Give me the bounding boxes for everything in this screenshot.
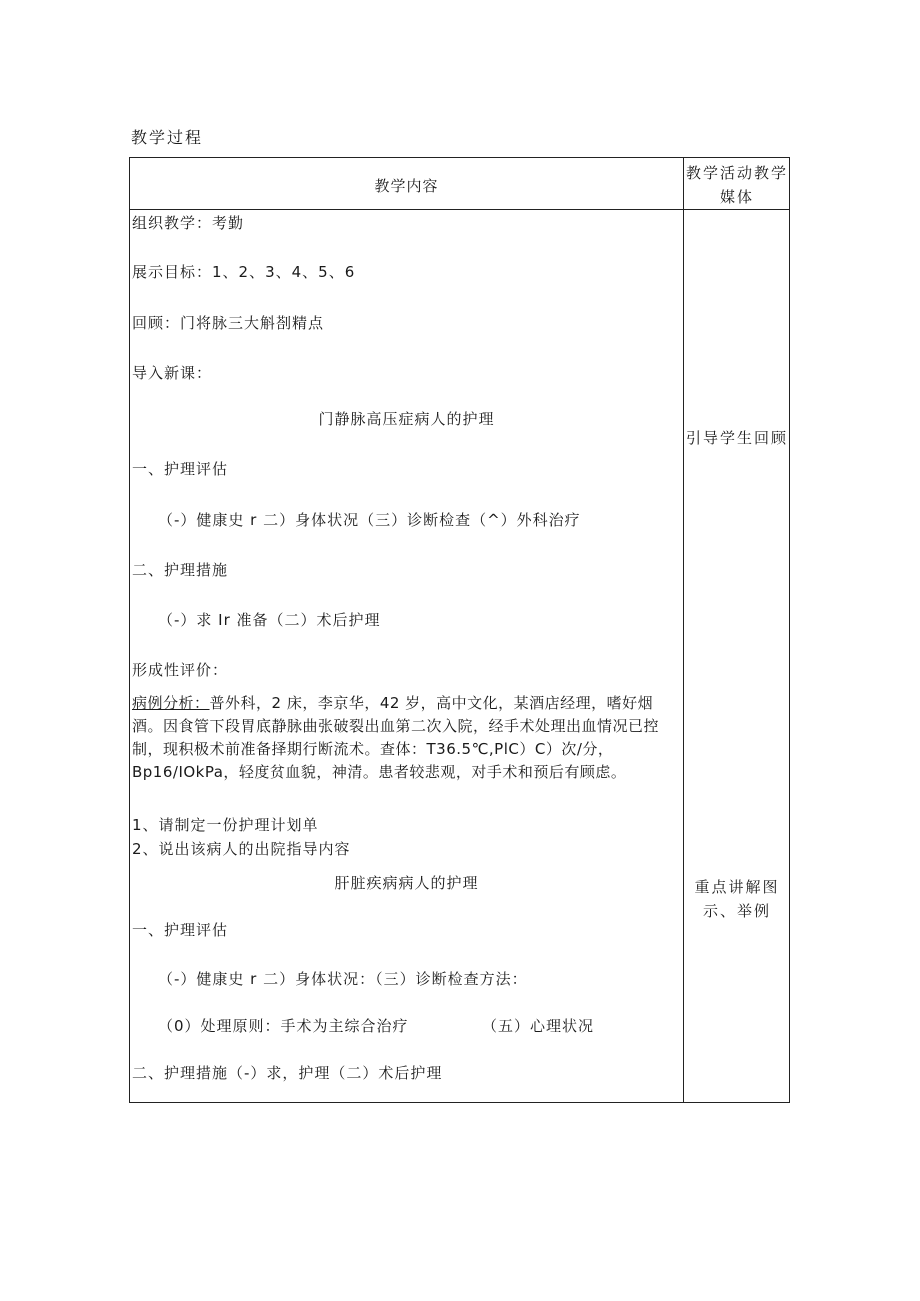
header-divider	[130, 209, 789, 210]
task-1: 1、请制定一份护理计划单	[132, 816, 319, 834]
side-note-key-points: 重点讲解图示、举例	[694, 878, 780, 920]
section-title: 教学过程	[131, 128, 204, 147]
case-label: 病例分析：	[132, 694, 210, 712]
h2-item-2: 二、护理措施（-）求，护理（二）术后护理	[132, 1064, 443, 1082]
task-2: 2、说出该病人的出院指导内容	[132, 840, 351, 858]
h2-item-1-sub2b: （五）心理状况	[482, 1017, 595, 1035]
heading-liver-disease: 肝脏疾病病人的护理	[334, 874, 479, 892]
content-line-1: 组织教学：考勤	[132, 214, 245, 232]
h1-item-1: 一、护理评估	[132, 460, 229, 478]
column-divider	[683, 158, 684, 1102]
h1-item-2: 二、护理措施	[132, 561, 229, 579]
heading-portal-hypertension: 门静脉高压症病人的护理	[318, 410, 495, 428]
case-text: 普外科，2 床，李京华，42 岁，高中文化，某酒店经理，嗜好烟酒。因食管下段胃底静脉曲张破裂出血第二次入院，经手术处理出血情况已控制，现积极术前准备择期行断流术。查体：T36.5℃,PlC）C）次/分，Bp16/IOkPa，轻度贫血貌，神清。患者较悲观，对手术和预后有顾虑。	[132, 694, 660, 781]
header-content: 教学内容	[374, 177, 439, 195]
case-analysis	[132, 692, 677, 784]
h1-item-2-sub: （-）求 Ir 准备（二）术后护理	[158, 611, 381, 629]
h2-item-1: 一、护理评估	[132, 921, 229, 939]
content-line-3: 回顾：门将脉三大斛剳精点	[132, 314, 325, 332]
side-note-review: 引导学生回顾	[685, 429, 788, 447]
h2-item-1-sub2a: （0）处理原则：手术为主综合治疗	[158, 1017, 409, 1035]
lesson-table	[129, 157, 790, 1103]
h1-item-1-sub: （-）健康史 r 二）身体状况（三）诊断检查（^）外科治疗	[158, 511, 581, 529]
header-side: 教学活动教学媒体	[685, 164, 788, 206]
content-line-4: 导入新课：	[132, 364, 213, 382]
h2-item-1-sub: （-）健康史 r 二）身体状况：（三）诊断检查方法：	[158, 970, 528, 988]
formative-evaluation: 形成性评价：	[132, 661, 229, 679]
content-line-2: 展示目标：1、2、3、4、5、6	[132, 263, 356, 281]
